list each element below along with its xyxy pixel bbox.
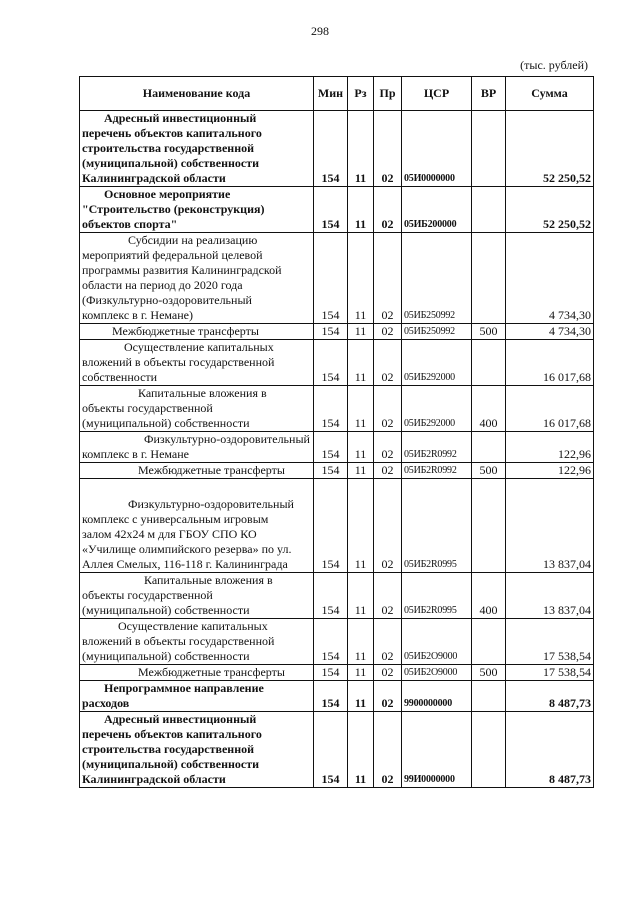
cell-sum: 17 538,54	[506, 619, 594, 665]
cell-rz: 11	[348, 463, 374, 479]
cell-name-line: Калининградской области	[82, 171, 226, 185]
cell-name-line: Капитальные вложения в	[144, 573, 273, 587]
cell-sum: 13 837,04	[506, 479, 594, 573]
cell-name-line: (муниципальной) собственности	[82, 603, 250, 617]
cell-name	[80, 681, 314, 712]
cell-name-line: объекты государственной	[82, 588, 213, 602]
cell-vr	[472, 187, 506, 233]
cell-name-line: комплекс с универсальным игровым	[82, 512, 269, 526]
cell-rz: 11	[348, 712, 374, 788]
cell-name-line: Межбюджетные трансферты	[112, 324, 259, 338]
table-row	[80, 233, 594, 324]
cell-csr: 05ИБ2R0995	[402, 479, 472, 573]
cell-csr: 05ИБ2R0992	[402, 432, 472, 463]
table-row	[80, 463, 594, 479]
cell-name	[80, 111, 314, 187]
table-header-row	[80, 77, 594, 111]
cell-min: 154	[314, 432, 348, 463]
cell-csr: 99И0000000	[402, 712, 472, 788]
cell-pr: 02	[374, 463, 402, 479]
units-label: (тыс. рублей)	[520, 58, 588, 72]
cell-min: 154	[314, 479, 348, 573]
header-rz: Рз	[348, 77, 374, 111]
cell-sum: 52 250,52	[506, 111, 594, 187]
cell-rz: 11	[348, 619, 374, 665]
cell-name-line: объекты государственной	[82, 401, 213, 415]
cell-sum: 4 734,30	[506, 324, 594, 340]
cell-name-line: Аллея Смелых, 116-118 г. Калининграда	[82, 557, 288, 571]
cell-sum: 52 250,52	[506, 187, 594, 233]
cell-name	[80, 479, 314, 573]
cell-vr: 400	[472, 386, 506, 432]
cell-name-line: залом 42х24 м для ГБОУ СПО КО	[82, 527, 257, 541]
cell-name	[80, 463, 314, 479]
cell-min: 154	[314, 665, 348, 681]
cell-pr: 02	[374, 681, 402, 712]
cell-csr: 05ИБ2R0992	[402, 463, 472, 479]
cell-name-line: Межбюджетные трансферты	[138, 463, 285, 477]
cell-name-line: комплекс в г. Немане	[82, 447, 189, 461]
cell-name-line: Физкультурно-оздоровительный	[128, 497, 294, 511]
cell-sum: 122,96	[506, 463, 594, 479]
cell-name-line: «Училище олимпийского резерва» по ул.	[82, 542, 292, 556]
cell-vr: 500	[472, 463, 506, 479]
cell-sum: 16 017,68	[506, 386, 594, 432]
cell-pr: 02	[374, 479, 402, 573]
cell-pr: 02	[374, 324, 402, 340]
cell-name-line: (Физкультурно-оздоровительный	[82, 293, 252, 307]
cell-min: 154	[314, 340, 348, 386]
cell-csr: 05ИБ292000	[402, 386, 472, 432]
cell-csr: 05ИБ2О9000	[402, 665, 472, 681]
cell-name-line: (муниципальной) собственности	[82, 416, 250, 430]
cell-pr: 02	[374, 665, 402, 681]
table-row	[80, 573, 594, 619]
cell-name-line: (муниципальной) собственности	[82, 757, 260, 771]
cell-name-line: Капитальные вложения в	[138, 386, 267, 400]
cell-pr: 02	[374, 386, 402, 432]
cell-pr: 02	[374, 432, 402, 463]
cell-name-line: Осуществление капитальных	[118, 619, 268, 633]
budget-table	[79, 76, 594, 788]
cell-name-line: Основное мероприятие	[104, 187, 231, 201]
cell-pr: 02	[374, 619, 402, 665]
cell-sum: 17 538,54	[506, 665, 594, 681]
cell-pr: 02	[374, 187, 402, 233]
cell-name	[80, 340, 314, 386]
cell-vr	[472, 712, 506, 788]
cell-vr	[472, 619, 506, 665]
cell-name	[80, 187, 314, 233]
cell-vr	[472, 233, 506, 324]
header-name: Наименование кода	[80, 77, 314, 111]
cell-min: 154	[314, 712, 348, 788]
cell-name-line: вложений в объекты государственной	[82, 355, 275, 369]
cell-sum: 8 487,73	[506, 681, 594, 712]
table-row	[80, 386, 594, 432]
cell-min: 154	[314, 573, 348, 619]
cell-sum: 16 017,68	[506, 340, 594, 386]
cell-min: 154	[314, 463, 348, 479]
cell-name-line: перечень объектов капитального	[82, 727, 262, 741]
cell-sum: 122,96	[506, 432, 594, 463]
page-number: 298	[311, 24, 329, 38]
cell-min: 154	[314, 233, 348, 324]
cell-name-line: объектов спорта"	[82, 217, 178, 231]
cell-name-line: Межбюджетные трансферты	[138, 665, 285, 679]
cell-name-line: Адресный инвестиционный	[104, 111, 257, 125]
cell-rz: 11	[348, 665, 374, 681]
cell-min: 154	[314, 681, 348, 712]
cell-min: 154	[314, 619, 348, 665]
cell-pr: 02	[374, 573, 402, 619]
header-csr: ЦСР	[402, 77, 472, 111]
cell-name	[80, 324, 314, 340]
cell-min: 154	[314, 111, 348, 187]
table-row	[80, 432, 594, 463]
cell-pr: 02	[374, 340, 402, 386]
cell-rz: 11	[348, 432, 374, 463]
table-row	[80, 712, 594, 788]
cell-name	[80, 233, 314, 324]
cell-csr: 05ИБ250992	[402, 233, 472, 324]
cell-name	[80, 432, 314, 463]
table-row	[80, 619, 594, 665]
cell-name-line: области на период до 2020 года	[82, 278, 243, 292]
cell-vr	[472, 479, 506, 573]
cell-name-line: Физкультурно-оздоровительный	[144, 432, 310, 446]
cell-csr: 05ИБ200000	[402, 187, 472, 233]
cell-min: 154	[314, 324, 348, 340]
cell-name-line: строительства государственной	[82, 742, 255, 756]
cell-name-line: (муниципальной) собственности	[82, 649, 250, 663]
cell-vr: 500	[472, 324, 506, 340]
cell-name-line: мероприятий федеральной целевой	[82, 248, 263, 262]
cell-pr: 02	[374, 111, 402, 187]
cell-name-line: комплекс в г. Немане)	[82, 308, 193, 322]
cell-vr	[472, 681, 506, 712]
cell-csr: 9900000000	[402, 681, 472, 712]
cell-csr: 05ИБ250992	[402, 324, 472, 340]
cell-csr: 05ИБ292000	[402, 340, 472, 386]
cell-min: 154	[314, 386, 348, 432]
cell-vr: 400	[472, 573, 506, 619]
cell-rz: 11	[348, 681, 374, 712]
table-row	[80, 681, 594, 712]
cell-name-line: (муниципальной) собственности	[82, 156, 260, 170]
cell-name-line: перечень объектов капитального	[82, 126, 262, 140]
cell-name	[80, 712, 314, 788]
cell-name-line: строительства государственной	[82, 141, 255, 155]
cell-rz: 11	[348, 233, 374, 324]
table-row	[80, 324, 594, 340]
cell-sum: 8 487,73	[506, 712, 594, 788]
cell-vr	[472, 111, 506, 187]
cell-rz: 11	[348, 386, 374, 432]
header-vr: ВР	[472, 77, 506, 111]
cell-name	[80, 386, 314, 432]
cell-pr: 02	[374, 233, 402, 324]
cell-name-line: Адресный инвестиционный	[104, 712, 257, 726]
table-row	[80, 187, 594, 233]
table-row	[80, 340, 594, 386]
cell-name-line: Осуществление капитальных	[124, 340, 274, 354]
cell-name-line: "Строительство (реконструкция)	[82, 202, 265, 216]
cell-vr: 500	[472, 665, 506, 681]
cell-name-line: программы развития Калининградской	[82, 263, 282, 277]
table-row	[80, 111, 594, 187]
cell-name	[80, 573, 314, 619]
cell-rz: 11	[348, 324, 374, 340]
cell-name-line: вложений в объекты государственной	[82, 634, 275, 648]
cell-pr: 02	[374, 712, 402, 788]
cell-name-line: расходов	[82, 696, 130, 710]
cell-vr	[472, 340, 506, 386]
header-sum: Сумма	[506, 77, 594, 111]
cell-rz: 11	[348, 479, 374, 573]
cell-name-line: Субсидии на реализацию	[128, 233, 258, 247]
cell-name-line: собственности	[82, 370, 158, 384]
cell-vr	[472, 432, 506, 463]
cell-csr: 05ИБ2О9000	[402, 619, 472, 665]
cell-rz: 11	[348, 187, 374, 233]
header-pr: Пр	[374, 77, 402, 111]
cell-sum: 13 837,04	[506, 573, 594, 619]
table-row	[80, 665, 594, 681]
table-row	[80, 479, 594, 573]
cell-rz: 11	[348, 573, 374, 619]
cell-min: 154	[314, 187, 348, 233]
cell-name-line: Непрограммное направление	[104, 681, 264, 695]
header-min: Мин	[314, 77, 348, 111]
cell-csr: 05ИБ2R0995	[402, 573, 472, 619]
cell-name-line: Калининградской области	[82, 772, 226, 786]
cell-sum: 4 734,30	[506, 233, 594, 324]
cell-csr: 05И0000000	[402, 111, 472, 187]
cell-name	[80, 619, 314, 665]
cell-name	[80, 665, 314, 681]
cell-rz: 11	[348, 340, 374, 386]
table-body	[80, 111, 594, 788]
cell-rz: 11	[348, 111, 374, 187]
